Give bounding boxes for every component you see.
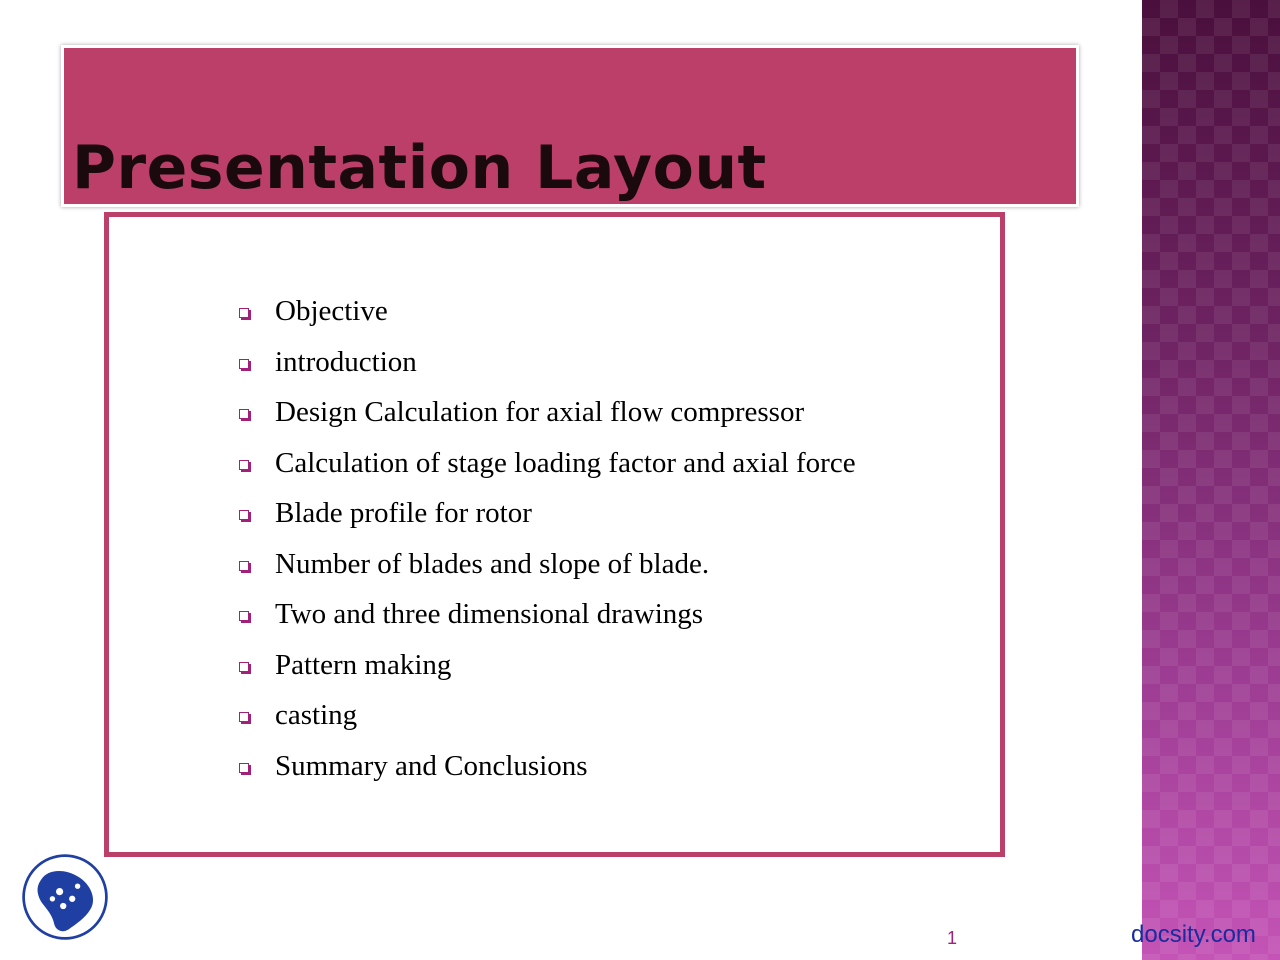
hollow-square-bullet-icon	[239, 712, 249, 722]
bullet-list	[239, 294, 856, 799]
page-number: 1	[947, 928, 958, 948]
hollow-square-bullet-icon	[239, 409, 249, 419]
bullet-text: Objective	[275, 295, 388, 327]
hollow-square-bullet-icon	[239, 611, 249, 621]
docsity-logo-icon[interactable]	[20, 852, 110, 942]
hollow-square-bullet-icon	[239, 763, 249, 773]
bullet-item-summary	[239, 749, 856, 800]
bullet-item-introduction	[239, 345, 856, 396]
slide-title: Presentation Layout	[72, 133, 767, 203]
docsity-watermark[interactable]: docsity.com	[1131, 921, 1256, 948]
bullet-item-drawings	[239, 597, 856, 648]
hollow-square-bullet-icon	[239, 662, 249, 672]
hollow-square-bullet-icon	[239, 561, 249, 571]
bullet-text: casting	[275, 699, 358, 731]
bullet-text: Two and three dimensional drawings	[275, 598, 704, 630]
hollow-square-bullet-icon	[239, 308, 249, 318]
bullet-text: Number of blades and slope of blade.	[275, 547, 710, 580]
hollow-square-bullet-icon	[239, 359, 249, 369]
bullet-item-objective	[239, 294, 856, 345]
title-bar	[61, 45, 1079, 207]
bullet-item-blade-profile	[239, 496, 856, 547]
hollow-square-bullet-icon	[239, 510, 249, 520]
bullet-item-casting	[239, 698, 856, 749]
bullet-item-pattern-making	[239, 648, 856, 699]
hollow-square-bullet-icon	[239, 460, 249, 470]
bullet-text: introduction	[275, 345, 417, 378]
bullet-text: Pattern making	[275, 648, 452, 681]
bullet-item-stage-loading	[239, 446, 856, 497]
bullet-item-number-of-blades	[239, 547, 856, 598]
content-box	[104, 212, 1005, 857]
decorative-side-band	[1142, 0, 1280, 960]
bullet-text: Design Calculation for axial flow compressor	[275, 396, 805, 428]
bullet-text: Calculation of stage loading factor and axial force	[275, 446, 856, 479]
bullet-text: Summary and Conclusions	[275, 749, 588, 782]
bullet-text: Blade profile for rotor	[275, 497, 532, 529]
bullet-item-design-calculation	[239, 395, 856, 446]
